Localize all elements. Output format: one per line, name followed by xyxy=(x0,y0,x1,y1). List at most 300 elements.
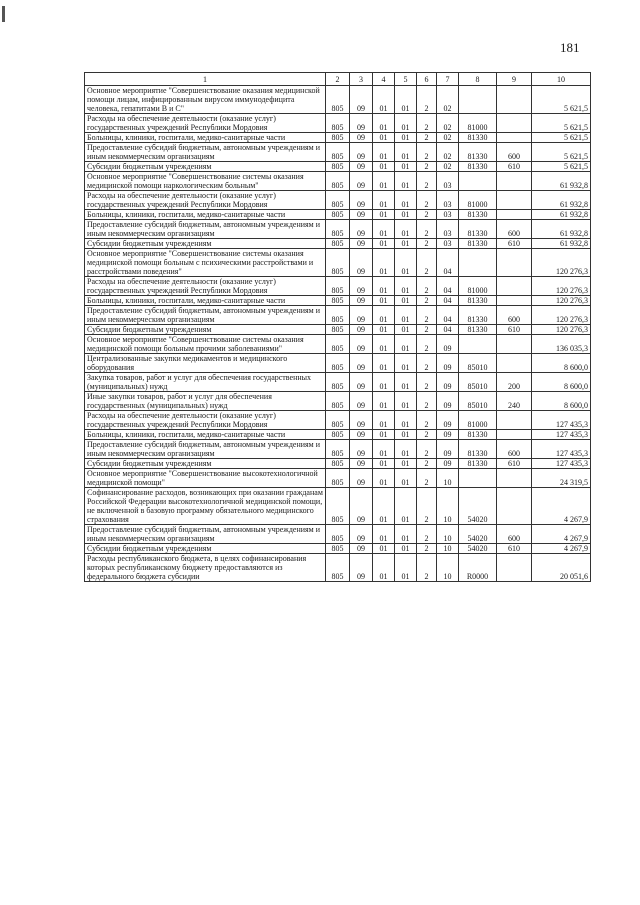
amount-cell: 8 600,0 xyxy=(532,354,591,373)
section-code-cell: 09 xyxy=(350,354,373,373)
table-row xyxy=(85,143,591,162)
activity-code-cell: 02 xyxy=(437,143,459,162)
program-code-cell: 01 xyxy=(395,133,417,143)
activity-code-cell: 09 xyxy=(437,411,459,430)
table-row xyxy=(85,354,591,373)
expense-type-cell xyxy=(497,191,532,210)
direction-code-cell: 81330 xyxy=(459,162,497,172)
admin-code-cell: 805 xyxy=(326,354,350,373)
amount-cell: 120 276,3 xyxy=(532,249,591,277)
section-code-cell: 09 xyxy=(350,525,373,544)
subprogram-code-cell: 2 xyxy=(417,554,437,582)
expense-type-cell: 610 xyxy=(497,544,532,554)
admin-code-cell: 805 xyxy=(326,544,350,554)
direction-code-cell: 81000 xyxy=(459,191,497,210)
admin-code-cell: 805 xyxy=(326,191,350,210)
section-code-cell: 09 xyxy=(350,162,373,172)
table-row xyxy=(85,277,591,296)
direction-code-cell: 81330 xyxy=(459,143,497,162)
activity-code-cell: 10 xyxy=(437,525,459,544)
admin-code-cell: 805 xyxy=(326,411,350,430)
direction-code-cell xyxy=(459,172,497,191)
direction-code-cell: 81330 xyxy=(459,296,497,306)
program-code-cell: 01 xyxy=(395,277,417,296)
section-code-cell: 09 xyxy=(350,488,373,525)
subsection-code-cell: 01 xyxy=(373,411,395,430)
direction-code-cell: 85010 xyxy=(459,354,497,373)
subsection-code-cell: 01 xyxy=(373,239,395,249)
subprogram-code-cell: 2 xyxy=(417,277,437,296)
program-code-cell: 01 xyxy=(395,210,417,220)
expense-type-cell xyxy=(497,86,532,114)
amount-cell: 61 932,8 xyxy=(532,239,591,249)
admin-code-cell: 805 xyxy=(326,488,350,525)
admin-code-cell: 805 xyxy=(326,554,350,582)
section-code-cell: 09 xyxy=(350,440,373,459)
scan-edge-mark xyxy=(2,6,5,22)
admin-code-cell: 805 xyxy=(326,133,350,143)
direction-code-cell xyxy=(459,86,497,114)
amount-cell: 127 435,3 xyxy=(532,430,591,440)
table-row xyxy=(85,296,591,306)
table-row xyxy=(85,469,591,488)
activity-code-cell: 09 xyxy=(437,335,459,354)
program-code-cell: 01 xyxy=(395,162,417,172)
expense-type-cell: 610 xyxy=(497,239,532,249)
expense-type-cell xyxy=(497,411,532,430)
section-code-cell: 09 xyxy=(350,459,373,469)
amount-cell: 127 435,3 xyxy=(532,459,591,469)
row-name-cell: Предоставление субсидий бюджетным, автономным учреждениям и иным некоммерческим организациям xyxy=(85,143,326,162)
admin-code-cell: 805 xyxy=(326,249,350,277)
expense-type-cell: 240 xyxy=(497,392,532,411)
subprogram-code-cell: 2 xyxy=(417,143,437,162)
admin-code-cell: 805 xyxy=(326,306,350,325)
expense-type-cell: 600 xyxy=(497,220,532,239)
subprogram-code-cell: 2 xyxy=(417,86,437,114)
expense-type-cell xyxy=(497,249,532,277)
direction-code-cell: 81000 xyxy=(459,411,497,430)
page-number: 181 xyxy=(560,40,580,55)
section-code-cell: 09 xyxy=(350,392,373,411)
section-code-cell: 09 xyxy=(350,335,373,354)
section-code-cell: 09 xyxy=(350,469,373,488)
table-row xyxy=(85,172,591,191)
direction-code-cell: 54020 xyxy=(459,544,497,554)
activity-code-cell: 03 xyxy=(437,210,459,220)
subprogram-code-cell: 2 xyxy=(417,488,437,525)
program-code-cell: 01 xyxy=(395,172,417,191)
amount-cell: 5 621,5 xyxy=(532,114,591,133)
admin-code-cell: 805 xyxy=(326,440,350,459)
direction-code-cell: 81330 xyxy=(459,220,497,239)
amount-cell: 61 932,8 xyxy=(532,191,591,210)
admin-code-cell: 805 xyxy=(326,296,350,306)
admin-code-cell: 805 xyxy=(326,220,350,239)
expense-type-cell xyxy=(497,335,532,354)
program-code-cell: 01 xyxy=(395,440,417,459)
subsection-code-cell: 01 xyxy=(373,220,395,239)
table-row xyxy=(85,335,591,354)
section-code-cell: 09 xyxy=(350,554,373,582)
expense-type-cell xyxy=(497,277,532,296)
subsection-code-cell: 01 xyxy=(373,133,395,143)
direction-code-cell: 81000 xyxy=(459,114,497,133)
row-name-cell: Расходы на обеспечение деятельности (оказание услуг) государственных учреждений Республики Мордовия xyxy=(85,114,326,133)
table-row xyxy=(85,544,591,554)
column-header: 5 xyxy=(395,73,417,86)
admin-code-cell: 805 xyxy=(326,114,350,133)
program-code-cell: 01 xyxy=(395,373,417,392)
row-name-cell: Основное мероприятие "Совершенствование оказания медицинской помощи лицам, инфицированным вирусом иммунодефицита человека, гепатитами В и С" xyxy=(85,86,326,114)
activity-code-cell: 02 xyxy=(437,86,459,114)
subsection-code-cell: 01 xyxy=(373,143,395,162)
program-code-cell: 01 xyxy=(395,335,417,354)
amount-cell: 8 600,0 xyxy=(532,373,591,392)
column-header: 8 xyxy=(459,73,497,86)
admin-code-cell: 805 xyxy=(326,239,350,249)
column-header: 2 xyxy=(326,73,350,86)
row-name-cell: Больницы, клиники, госпитали, медико-санитарные части xyxy=(85,133,326,143)
activity-code-cell: 04 xyxy=(437,306,459,325)
direction-code-cell: R0000 xyxy=(459,554,497,582)
program-code-cell: 01 xyxy=(395,392,417,411)
row-name-cell: Больницы, клиники, госпитали, медико-санитарные части xyxy=(85,296,326,306)
table-row xyxy=(85,114,591,133)
subprogram-code-cell: 2 xyxy=(417,544,437,554)
direction-code-cell: 81330 xyxy=(459,459,497,469)
subprogram-code-cell: 2 xyxy=(417,335,437,354)
activity-code-cell: 10 xyxy=(437,488,459,525)
expense-type-cell: 600 xyxy=(497,143,532,162)
direction-code-cell xyxy=(459,249,497,277)
direction-code-cell: 81330 xyxy=(459,306,497,325)
admin-code-cell: 805 xyxy=(326,525,350,544)
table-row xyxy=(85,554,591,582)
subprogram-code-cell: 2 xyxy=(417,172,437,191)
section-code-cell: 09 xyxy=(350,411,373,430)
admin-code-cell: 805 xyxy=(326,335,350,354)
column-header: 7 xyxy=(437,73,459,86)
section-code-cell: 09 xyxy=(350,114,373,133)
row-name-cell: Закупка товаров, работ и услуг для обеспечения государственных (муниципальных) нужд xyxy=(85,373,326,392)
admin-code-cell: 805 xyxy=(326,430,350,440)
subprogram-code-cell: 2 xyxy=(417,440,437,459)
row-name-cell: Основное мероприятие "Совершенствование высокотехнологичной медицинской помощи" xyxy=(85,469,326,488)
subsection-code-cell: 01 xyxy=(373,354,395,373)
row-name-cell: Предоставление субсидий бюджетным, автономным учреждениям и иным некоммерческим организациям xyxy=(85,220,326,239)
subprogram-code-cell: 2 xyxy=(417,392,437,411)
table-row xyxy=(85,411,591,430)
subsection-code-cell: 01 xyxy=(373,430,395,440)
subsection-code-cell: 01 xyxy=(373,277,395,296)
row-name-cell: Основное мероприятие "Совершенствование системы оказания медицинской помощи больным прочими заболеваниями" xyxy=(85,335,326,354)
amount-cell: 4 267,9 xyxy=(532,525,591,544)
admin-code-cell: 805 xyxy=(326,459,350,469)
section-code-cell: 09 xyxy=(350,172,373,191)
row-name-cell: Централизованные закупки медикаментов и медицинского оборудования xyxy=(85,354,326,373)
activity-code-cell: 09 xyxy=(437,430,459,440)
amount-cell: 4 267,9 xyxy=(532,544,591,554)
row-name-cell: Предоставление субсидий бюджетным, автономным учреждениям и иным некоммерческим организациям xyxy=(85,306,326,325)
amount-cell: 5 621,5 xyxy=(532,133,591,143)
subprogram-code-cell: 2 xyxy=(417,239,437,249)
amount-cell: 61 932,8 xyxy=(532,210,591,220)
subsection-code-cell: 01 xyxy=(373,114,395,133)
row-name-cell: Субсидии бюджетным учреждениям xyxy=(85,239,326,249)
direction-code-cell: 81330 xyxy=(459,440,497,459)
activity-code-cell: 03 xyxy=(437,239,459,249)
subprogram-code-cell: 2 xyxy=(417,133,437,143)
program-code-cell: 01 xyxy=(395,86,417,114)
direction-code-cell: 54020 xyxy=(459,488,497,525)
row-name-cell: Расходы на обеспечение деятельности (оказание услуг) государственных учреждений Республики Мордовия xyxy=(85,411,326,430)
admin-code-cell: 805 xyxy=(326,373,350,392)
activity-code-cell: 04 xyxy=(437,249,459,277)
activity-code-cell: 09 xyxy=(437,354,459,373)
admin-code-cell: 805 xyxy=(326,469,350,488)
table-row xyxy=(85,133,591,143)
subsection-code-cell: 01 xyxy=(373,373,395,392)
expense-type-cell xyxy=(497,469,532,488)
expense-type-cell xyxy=(497,296,532,306)
program-code-cell: 01 xyxy=(395,143,417,162)
direction-code-cell: 85010 xyxy=(459,392,497,411)
subsection-code-cell: 01 xyxy=(373,191,395,210)
activity-code-cell: 03 xyxy=(437,220,459,239)
expense-type-cell xyxy=(497,210,532,220)
program-code-cell: 01 xyxy=(395,354,417,373)
expense-type-cell: 610 xyxy=(497,162,532,172)
row-name-cell: Софинансирование расходов, возникающих при оказании гражданам Российской Федерации высокотехнологичной медицинской помощи, не включенной в базовую программу обязательного медицинского страхования xyxy=(85,488,326,525)
expense-type-cell xyxy=(497,133,532,143)
row-name-cell: Основное мероприятие "Совершенствование системы оказания медицинской помощи больным с психическими расстройствами и расстройствами поведения" xyxy=(85,249,326,277)
subprogram-code-cell: 2 xyxy=(417,249,437,277)
direction-code-cell: 54020 xyxy=(459,525,497,544)
section-code-cell: 09 xyxy=(350,325,373,335)
activity-code-cell: 10 xyxy=(437,554,459,582)
table-row xyxy=(85,430,591,440)
amount-cell: 120 276,3 xyxy=(532,306,591,325)
subprogram-code-cell: 2 xyxy=(417,469,437,488)
subprogram-code-cell: 2 xyxy=(417,525,437,544)
admin-code-cell: 805 xyxy=(326,210,350,220)
amount-cell: 5 621,5 xyxy=(532,162,591,172)
section-code-cell: 09 xyxy=(350,220,373,239)
amount-cell: 20 051,6 xyxy=(532,554,591,582)
amount-cell: 4 267,9 xyxy=(532,488,591,525)
amount-cell: 24 319,5 xyxy=(532,469,591,488)
amount-cell: 8 600,0 xyxy=(532,392,591,411)
subsection-code-cell: 01 xyxy=(373,554,395,582)
column-header: 10 xyxy=(532,73,591,86)
column-header: 9 xyxy=(497,73,532,86)
table-row xyxy=(85,239,591,249)
table-row xyxy=(85,220,591,239)
row-name-cell: Субсидии бюджетным учреждениям xyxy=(85,459,326,469)
program-code-cell: 01 xyxy=(395,249,417,277)
section-code-cell: 09 xyxy=(350,249,373,277)
amount-cell: 61 932,8 xyxy=(532,220,591,239)
subprogram-code-cell: 2 xyxy=(417,411,437,430)
direction-code-cell: 81000 xyxy=(459,277,497,296)
column-header: 3 xyxy=(350,73,373,86)
activity-code-cell: 03 xyxy=(437,172,459,191)
subprogram-code-cell: 2 xyxy=(417,191,437,210)
table-row xyxy=(85,162,591,172)
expense-type-cell: 610 xyxy=(497,459,532,469)
direction-code-cell xyxy=(459,469,497,488)
activity-code-cell: 09 xyxy=(437,459,459,469)
row-name-cell: Субсидии бюджетным учреждениям xyxy=(85,162,326,172)
table-body xyxy=(85,86,591,582)
expense-type-cell xyxy=(497,354,532,373)
row-name-cell: Расходы республиканского бюджета, в целях софинансирования которых республиканскому бюджету предоставляются из федерального бюджета субсидии xyxy=(85,554,326,582)
direction-code-cell: 81330 xyxy=(459,239,497,249)
table-row xyxy=(85,440,591,459)
table-row xyxy=(85,86,591,114)
activity-code-cell: 04 xyxy=(437,296,459,306)
program-code-cell: 01 xyxy=(395,325,417,335)
direction-code-cell: 85010 xyxy=(459,373,497,392)
admin-code-cell: 805 xyxy=(326,392,350,411)
admin-code-cell: 805 xyxy=(326,277,350,296)
program-code-cell: 01 xyxy=(395,239,417,249)
section-code-cell: 09 xyxy=(350,210,373,220)
column-header: 1 xyxy=(85,73,326,86)
program-code-cell: 01 xyxy=(395,306,417,325)
column-header: 6 xyxy=(417,73,437,86)
subprogram-code-cell: 2 xyxy=(417,325,437,335)
subsection-code-cell: 01 xyxy=(373,525,395,544)
subprogram-code-cell: 2 xyxy=(417,114,437,133)
section-code-cell: 09 xyxy=(350,306,373,325)
program-code-cell: 01 xyxy=(395,411,417,430)
amount-cell: 136 035,3 xyxy=(532,335,591,354)
subprogram-code-cell: 2 xyxy=(417,220,437,239)
program-code-cell: 01 xyxy=(395,220,417,239)
activity-code-cell: 02 xyxy=(437,133,459,143)
row-name-cell: Расходы на обеспечение деятельности (оказание услуг) государственных учреждений Республики Мордовия xyxy=(85,191,326,210)
program-code-cell: 01 xyxy=(395,296,417,306)
subprogram-code-cell: 2 xyxy=(417,306,437,325)
expense-type-cell: 610 xyxy=(497,325,532,335)
subsection-code-cell: 01 xyxy=(373,162,395,172)
amount-cell: 61 932,8 xyxy=(532,172,591,191)
admin-code-cell: 805 xyxy=(326,325,350,335)
subsection-code-cell: 01 xyxy=(373,392,395,411)
section-code-cell: 09 xyxy=(350,191,373,210)
row-name-cell: Субсидии бюджетным учреждениям xyxy=(85,544,326,554)
table-row xyxy=(85,249,591,277)
expense-type-cell: 600 xyxy=(497,525,532,544)
program-code-cell: 01 xyxy=(395,459,417,469)
section-code-cell: 09 xyxy=(350,239,373,249)
section-code-cell: 09 xyxy=(350,86,373,114)
subsection-code-cell: 01 xyxy=(373,335,395,354)
row-name-cell: Больницы, клиники, госпитали, медико-санитарные части xyxy=(85,210,326,220)
table-row xyxy=(85,373,591,392)
direction-code-cell: 81330 xyxy=(459,430,497,440)
expense-type-cell: 600 xyxy=(497,440,532,459)
admin-code-cell: 805 xyxy=(326,86,350,114)
row-name-cell: Субсидии бюджетным учреждениям xyxy=(85,325,326,335)
column-header: 4 xyxy=(373,73,395,86)
table-row xyxy=(85,459,591,469)
expense-type-cell xyxy=(497,488,532,525)
subsection-code-cell: 01 xyxy=(373,86,395,114)
expense-type-cell xyxy=(497,554,532,582)
program-code-cell: 01 xyxy=(395,191,417,210)
program-code-cell: 01 xyxy=(395,554,417,582)
subsection-code-cell: 01 xyxy=(373,488,395,525)
subprogram-code-cell: 2 xyxy=(417,210,437,220)
subsection-code-cell: 01 xyxy=(373,172,395,191)
table-row xyxy=(85,210,591,220)
activity-code-cell: 09 xyxy=(437,392,459,411)
section-code-cell: 09 xyxy=(350,143,373,162)
expense-type-cell xyxy=(497,172,532,191)
activity-code-cell: 04 xyxy=(437,325,459,335)
expense-type-cell: 600 xyxy=(497,306,532,325)
row-name-cell: Больницы, клиники, госпитали, медико-санитарные части xyxy=(85,430,326,440)
budget-table xyxy=(84,72,591,582)
amount-cell: 127 435,3 xyxy=(532,440,591,459)
subprogram-code-cell: 2 xyxy=(417,162,437,172)
amount-cell: 5 621,5 xyxy=(532,143,591,162)
activity-code-cell: 10 xyxy=(437,469,459,488)
subprogram-code-cell: 2 xyxy=(417,373,437,392)
program-code-cell: 01 xyxy=(395,430,417,440)
table-row xyxy=(85,191,591,210)
amount-cell: 5 621,5 xyxy=(532,86,591,114)
subsection-code-cell: 01 xyxy=(373,440,395,459)
row-name-cell: Предоставление субсидий бюджетным, автономным учреждениям и иным некоммерческим организациям xyxy=(85,440,326,459)
activity-code-cell: 03 xyxy=(437,191,459,210)
program-code-cell: 01 xyxy=(395,114,417,133)
activity-code-cell: 09 xyxy=(437,440,459,459)
subsection-code-cell: 01 xyxy=(373,325,395,335)
subprogram-code-cell: 2 xyxy=(417,296,437,306)
row-name-cell: Иные закупки товаров, работ и услуг для обеспечения государственных (муниципальных) нужд xyxy=(85,392,326,411)
row-name-cell: Основное мероприятие "Совершенствование системы оказания медицинской помощи наркологическим больным" xyxy=(85,172,326,191)
row-name-cell: Предоставление субсидий бюджетным, автономным учреждениям и иным некоммерческим организациям xyxy=(85,525,326,544)
subprogram-code-cell: 2 xyxy=(417,459,437,469)
activity-code-cell: 09 xyxy=(437,373,459,392)
table-row xyxy=(85,525,591,544)
admin-code-cell: 805 xyxy=(326,172,350,191)
section-code-cell: 09 xyxy=(350,133,373,143)
amount-cell: 120 276,3 xyxy=(532,296,591,306)
amount-cell: 120 276,3 xyxy=(532,325,591,335)
subsection-code-cell: 01 xyxy=(373,296,395,306)
subsection-code-cell: 01 xyxy=(373,210,395,220)
row-name-cell: Расходы на обеспечение деятельности (оказание услуг) государственных учреждений Республики Мордовия xyxy=(85,277,326,296)
table-row xyxy=(85,325,591,335)
direction-code-cell: 81330 xyxy=(459,210,497,220)
amount-cell: 127 435,3 xyxy=(532,411,591,430)
section-code-cell: 09 xyxy=(350,373,373,392)
table-header-row xyxy=(85,73,591,86)
activity-code-cell: 04 xyxy=(437,277,459,296)
subsection-code-cell: 01 xyxy=(373,544,395,554)
activity-code-cell: 02 xyxy=(437,114,459,133)
direction-code-cell: 81330 xyxy=(459,325,497,335)
table-row xyxy=(85,488,591,525)
program-code-cell: 01 xyxy=(395,525,417,544)
section-code-cell: 09 xyxy=(350,277,373,296)
subprogram-code-cell: 2 xyxy=(417,430,437,440)
